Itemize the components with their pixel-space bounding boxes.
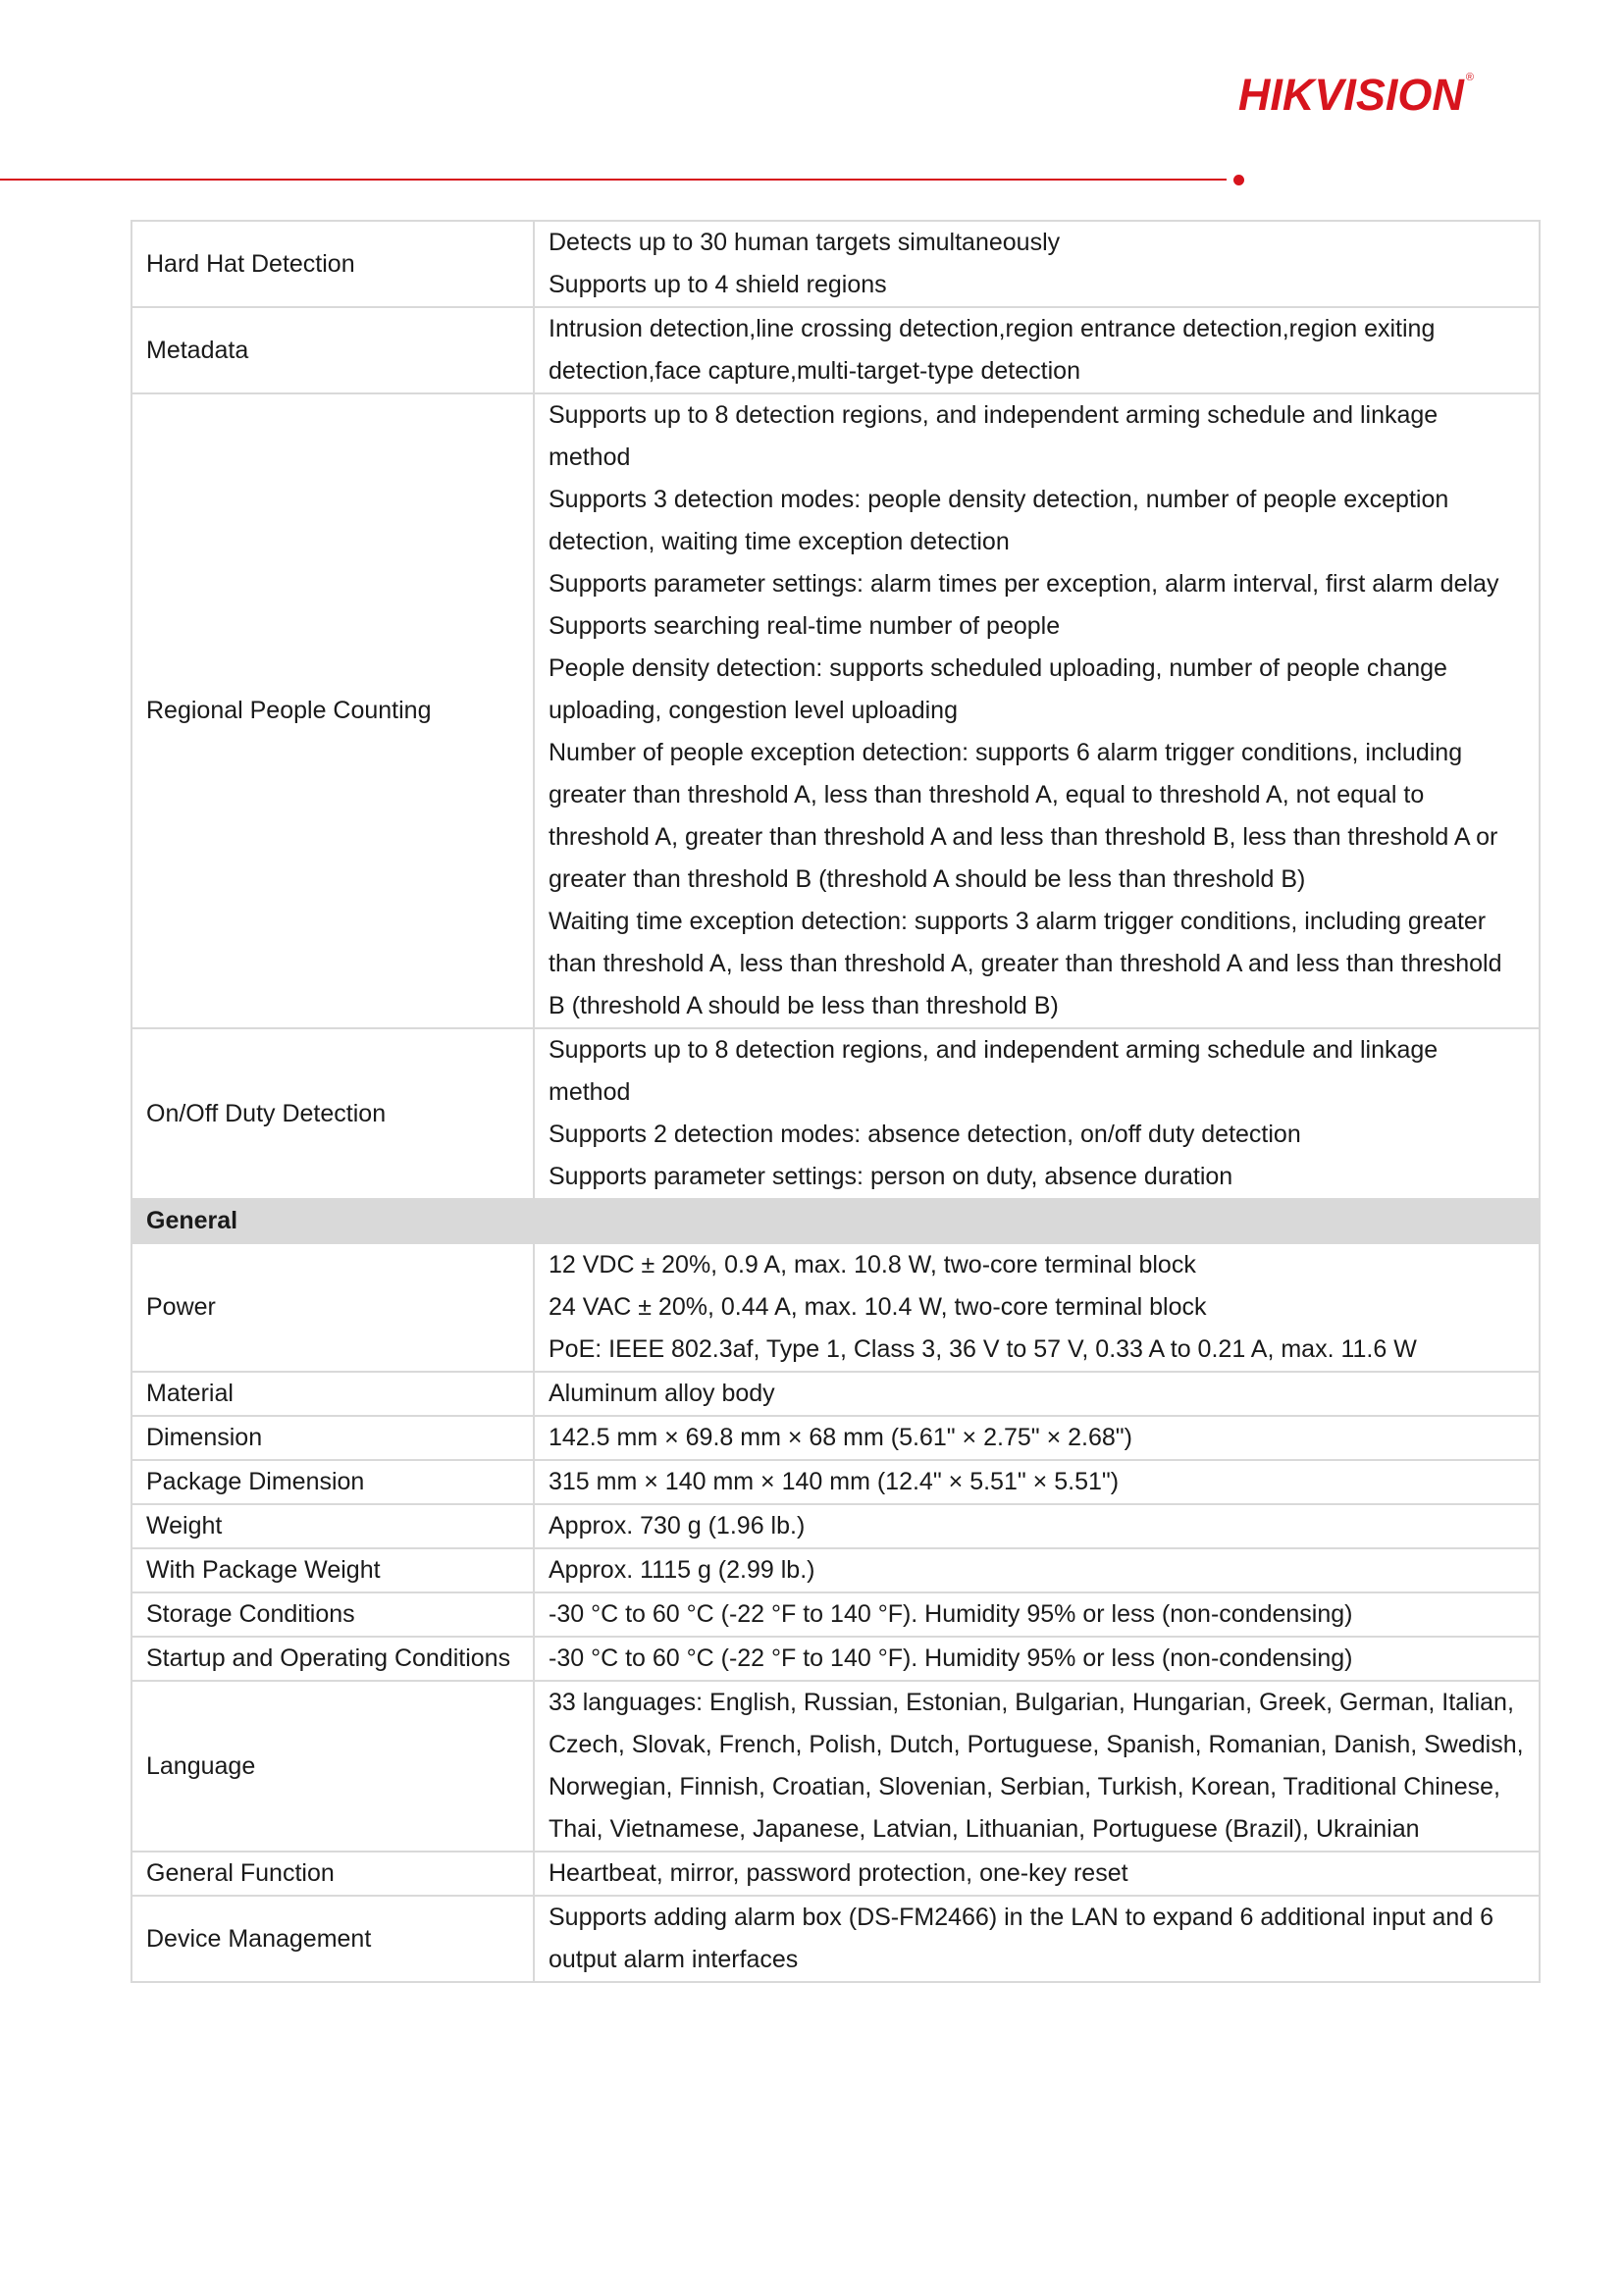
- header-divider: [0, 179, 1227, 181]
- section-header-row: [131, 1199, 1540, 1243]
- spec-row: [131, 1028, 1540, 1199]
- spec-value: [534, 1592, 1540, 1637]
- spec-value-line: Heartbeat, mirror, password protection, one-key reset: [549, 1859, 1128, 1887]
- spec-table: [131, 220, 1541, 1983]
- spec-value-line: -30 °C to 60 °C (-22 °F to 140 °F). Humidity 95% or less (non-condensing): [549, 1600, 1353, 1628]
- spec-row: [131, 1548, 1540, 1592]
- spec-key: Metadata: [131, 307, 534, 393]
- spec-row: [131, 1460, 1540, 1504]
- brand-mark: ®: [1465, 72, 1474, 83]
- spec-key: Package Dimension: [131, 1460, 534, 1504]
- spec-row: [131, 1592, 1540, 1637]
- spec-key: Regional People Counting: [131, 393, 534, 1028]
- spec-value-line: Supports adding alarm box (DS-FM2466) in the LAN to expand 6 additional input and 6 output alarm interfaces: [549, 1904, 1494, 1973]
- spec-value-line: PoE: IEEE 802.3af, Type 1, Class 3, 36 V to 57 V, 0.33 A to 0.21 A, max. 11.6 W: [549, 1335, 1417, 1363]
- spec-key: With Package Weight: [131, 1548, 534, 1592]
- spec-value-line: Waiting time exception detection: supports 3 alarm trigger conditions, including greater than threshold A, less than threshold A, greater than threshold A and less than threshold B (threshold A should be less than threshold B): [549, 908, 1502, 1019]
- spec-key: Storage Conditions: [131, 1592, 534, 1637]
- spec-key: Device Management: [131, 1896, 534, 1982]
- spec-row: [131, 393, 1540, 1028]
- spec-value: [534, 1504, 1540, 1548]
- brand-name: HIKVISION: [1237, 70, 1464, 120]
- spec-value: [534, 1460, 1540, 1504]
- spec-key: General Function: [131, 1852, 534, 1896]
- spec-value: [534, 307, 1540, 393]
- spec-value-line: 33 languages: English, Russian, Estonian, Bulgarian, Hungarian, Greek, German, Italian, Czech, Slovak, French, Polish, Dutch, Portuguese, Spanish, Romanian, Danish, Swedish, Norwegian, Finnish, Croatian, Slovenian, Serbian, Turkish, Korean, Traditional Chinese, Thai, Vietnamese, Japanese, Latvian, Lithuanian, Portuguese (Brazil), Ukrainian: [549, 1689, 1524, 1843]
- spec-value-line: Supports up to 8 detection regions, and independent arming schedule and linkage method: [549, 1036, 1439, 1106]
- spec-row: [131, 1243, 1540, 1372]
- spec-value: [534, 1681, 1540, 1852]
- spec-key: Material: [131, 1372, 534, 1416]
- spec-value: [534, 1028, 1540, 1199]
- spec-row: [131, 307, 1540, 393]
- spec-row: [131, 1681, 1540, 1852]
- header-divider-dot: [1233, 175, 1244, 185]
- spec-row: [131, 221, 1540, 307]
- spec-value: [534, 1243, 1540, 1372]
- spec-value-line: Supports parameter settings: alarm times per exception, alarm interval, first alarm delay: [549, 570, 1499, 598]
- spec-value-line: -30 °C to 60 °C (-22 °F to 140 °F). Humidity 95% or less (non-condensing): [549, 1644, 1353, 1672]
- spec-value-line: Number of people exception detection: supports 6 alarm trigger conditions, including greater than threshold A, less than threshold A, equal to threshold A, not equal to threshold A, greater than threshold A and less than threshold B, less than threshold A or greater than threshold B (threshold A should be less than threshold B): [549, 739, 1498, 893]
- spec-key: On/Off Duty Detection: [131, 1028, 534, 1199]
- spec-value-line: Supports parameter settings: person on duty, absence duration: [549, 1163, 1233, 1190]
- section-title: General: [131, 1199, 1540, 1243]
- spec-table-body: [131, 221, 1540, 1982]
- spec-row: [131, 1416, 1540, 1460]
- spec-value-line: People density detection: supports scheduled uploading, number of people change uploading, congestion level uploading: [549, 654, 1447, 724]
- spec-key: Language: [131, 1681, 534, 1852]
- spec-key: Weight: [131, 1504, 534, 1548]
- spec-value: [534, 1372, 1540, 1416]
- spec-value-line: Detects up to 30 human targets simultaneously: [549, 229, 1061, 256]
- spec-row: [131, 1852, 1540, 1896]
- spec-value-line: Supports up to 8 detection regions, and independent arming schedule and linkage method: [549, 401, 1439, 471]
- spec-value: [534, 221, 1540, 307]
- spec-value: [534, 1896, 1540, 1982]
- spec-value-line: Supports searching real-time number of people: [549, 612, 1061, 640]
- spec-value-line: Supports 2 detection modes: absence detection, on/off duty detection: [549, 1121, 1301, 1148]
- spec-key: Power: [131, 1243, 534, 1372]
- hikvision-logo: [1237, 70, 1474, 120]
- spec-value: [534, 1548, 1540, 1592]
- spec-value-line: Intrusion detection,line crossing detection,region entrance detection,region exiting detection,face capture,multi-target-type detection: [549, 315, 1436, 385]
- spec-value-line: 315 mm × 140 mm × 140 mm (12.4" × 5.51" × 5.51"): [549, 1468, 1120, 1495]
- spec-key: Startup and Operating Conditions: [131, 1637, 534, 1681]
- spec-value-line: Aluminum alloy body: [549, 1380, 775, 1407]
- spec-value: [534, 393, 1540, 1028]
- spec-value-line: 12 VDC ± 20%, 0.9 A, max. 10.8 W, two-core terminal block: [549, 1251, 1196, 1278]
- spec-value: [534, 1637, 1540, 1681]
- spec-value-line: Supports up to 4 shield regions: [549, 271, 887, 298]
- spec-value-line: Approx. 1115 g (2.99 lb.): [549, 1556, 815, 1584]
- spec-key: Dimension: [131, 1416, 534, 1460]
- spec-value-line: Approx. 730 g (1.96 lb.): [549, 1512, 806, 1539]
- spec-value: [534, 1852, 1540, 1896]
- spec-row: [131, 1896, 1540, 1982]
- spec-row: [131, 1372, 1540, 1416]
- spec-value-line: 24 VAC ± 20%, 0.44 A, max. 10.4 W, two-core terminal block: [549, 1293, 1207, 1321]
- spec-key: Hard Hat Detection: [131, 221, 534, 307]
- spec-row: [131, 1504, 1540, 1548]
- spec-row: [131, 1637, 1540, 1681]
- spec-value-line: Supports 3 detection modes: people density detection, number of people exception detection, waiting time exception detection: [549, 486, 1449, 555]
- spec-value-line: 142.5 mm × 69.8 mm × 68 mm (5.61" × 2.75" × 2.68"): [549, 1424, 1132, 1451]
- spec-value: [534, 1416, 1540, 1460]
